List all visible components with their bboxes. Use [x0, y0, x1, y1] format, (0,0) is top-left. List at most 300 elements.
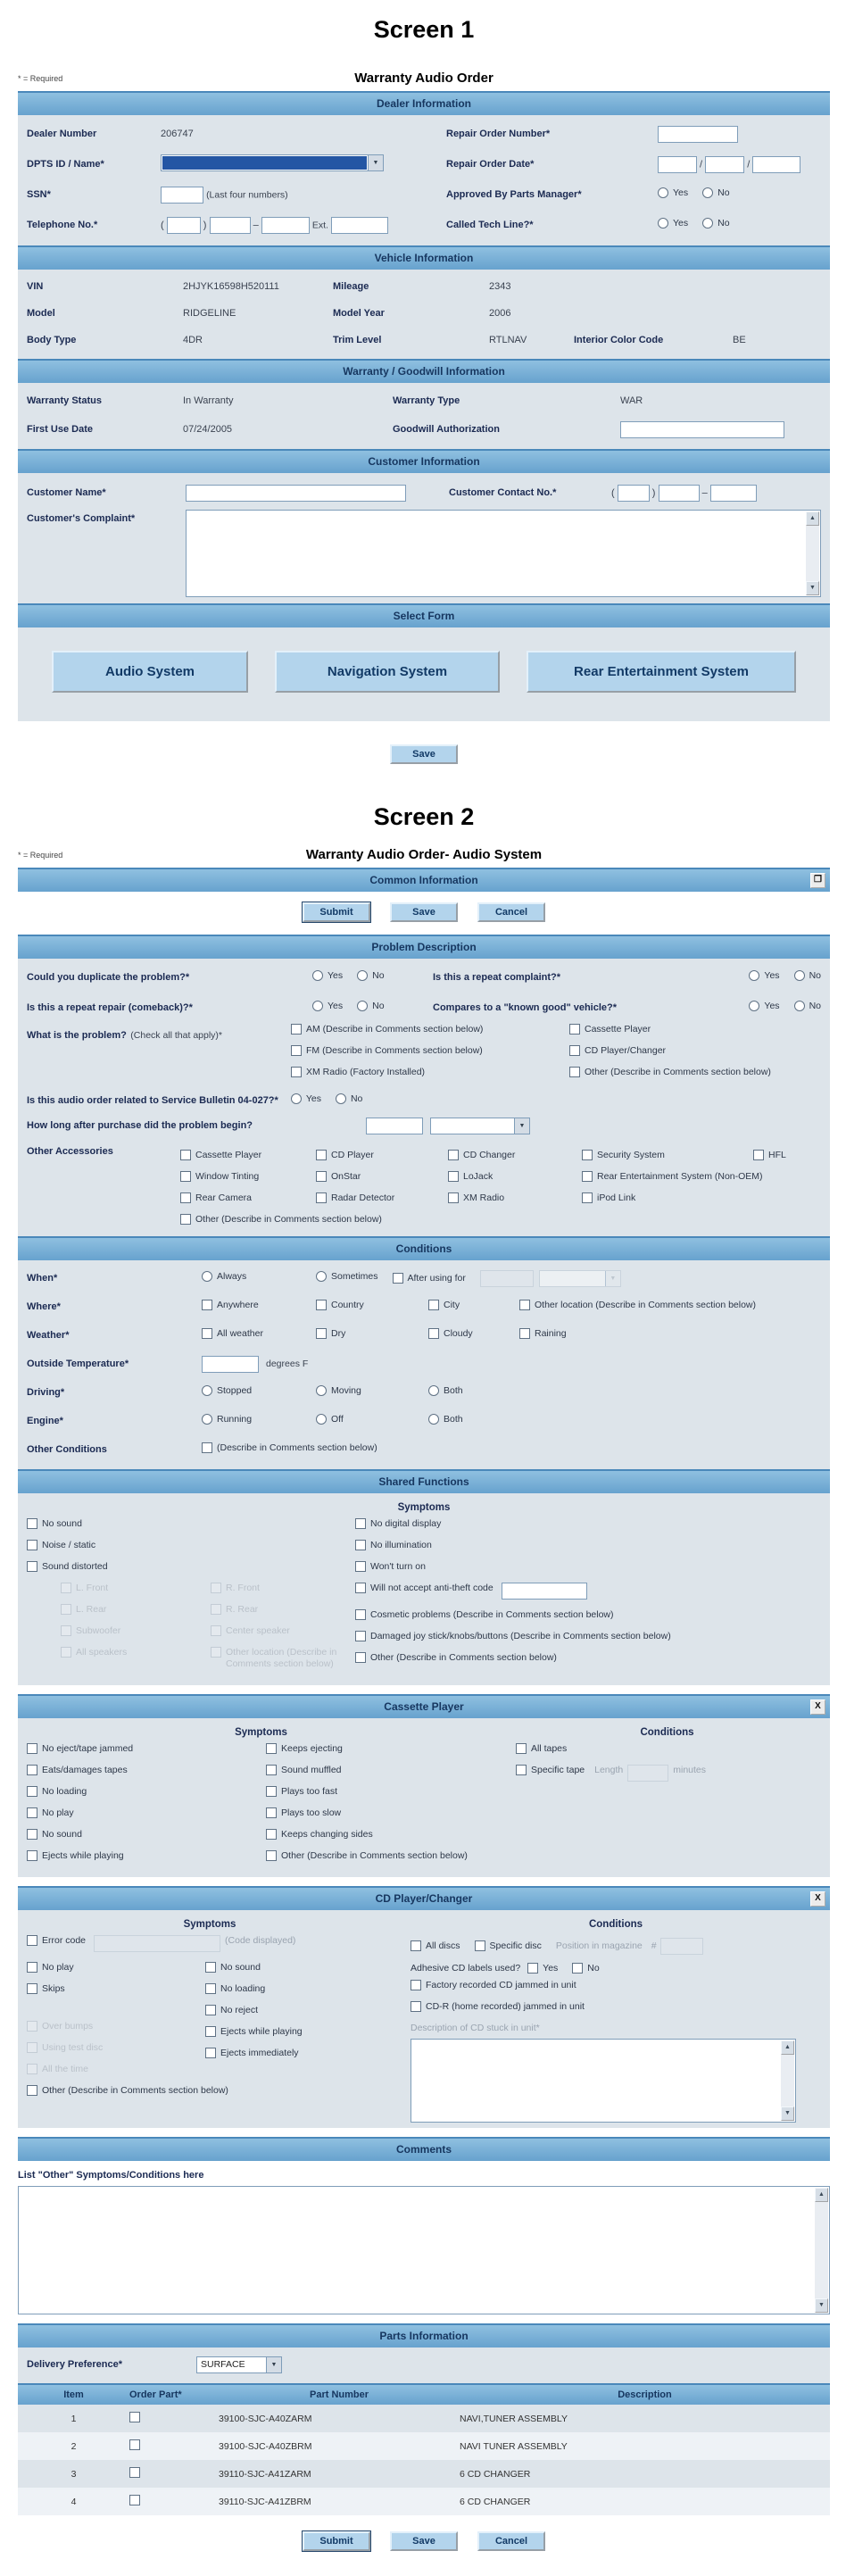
- cd-checklist-colA: [27, 1962, 205, 1995]
- option-label: Other location (Describe in Comments section below): [226, 1647, 337, 1669]
- option-label: No: [717, 218, 730, 229]
- col-part-number: Part Number: [309, 2389, 369, 2400]
- checkbox-option[interactable]: [27, 1561, 355, 1573]
- checkbox-icon: [202, 1328, 212, 1339]
- checkbox-option[interactable]: [266, 1786, 516, 1798]
- checkbox-option[interactable]: [355, 1518, 821, 1530]
- checkbox-option[interactable]: [291, 1024, 569, 1035]
- scroll-up-icon[interactable]: ▲: [806, 511, 819, 526]
- checkbox-option[interactable]: [202, 1328, 302, 1340]
- checkbox-icon: [180, 1192, 191, 1203]
- checkbox-icon: [27, 1765, 37, 1775]
- driving-label: Driving*: [27, 1387, 65, 1398]
- warranty-type-label: Warranty Type: [393, 395, 460, 406]
- radio-icon: [312, 970, 323, 981]
- conditions-header: Conditions: [18, 1236, 830, 1260]
- navigation-system-button[interactable]: Navigation System: [275, 651, 500, 693]
- radio-option[interactable]: [316, 1385, 414, 1397]
- option-label: Cloudy: [444, 1328, 473, 1339]
- radio-option[interactable]: [312, 1001, 343, 1012]
- accessories-row-4: [180, 1209, 821, 1230]
- customer-contact-area-input[interactable]: [618, 485, 650, 502]
- vin-label: VIN: [27, 281, 44, 292]
- checkbox-option[interactable]: [180, 1150, 302, 1161]
- checkbox-option: [27, 2021, 205, 2032]
- checkbox-option[interactable]: [355, 1561, 821, 1573]
- parts-table-header: [18, 2383, 830, 2405]
- telephone-prefix-input[interactable]: [210, 217, 251, 234]
- option-label: No: [372, 1001, 385, 1011]
- option-label: Both: [444, 1385, 463, 1396]
- checkbox-option[interactable]: [569, 1045, 821, 1057]
- option-label: Running: [217, 1414, 253, 1425]
- other-conditions-label: Other Conditions: [27, 1444, 107, 1455]
- radio-icon: [702, 218, 713, 229]
- dropdown-arrow-icon[interactable]: ▼: [368, 155, 383, 170]
- radio-option[interactable]: [312, 970, 343, 982]
- col-item: Item: [63, 2389, 84, 2400]
- checkbox-icon: [291, 1024, 302, 1035]
- shared-right-checklist-2: [355, 1609, 821, 1664]
- parts-description: NAVI,TUNER ASSEMBLY: [460, 2413, 568, 2424]
- option-label: Sometimes: [331, 1271, 378, 1282]
- mileage-label: Mileage: [333, 281, 369, 292]
- checkbox-option[interactable]: [27, 1983, 205, 1995]
- radio-icon: [428, 1414, 439, 1425]
- checkbox-option[interactable]: [355, 1609, 821, 1621]
- trim-level-label: Trim Level: [333, 335, 382, 345]
- option-label: Cassette Player: [585, 1024, 651, 1035]
- checkbox-option[interactable]: [266, 1850, 516, 1862]
- delivery-preference-select[interactable]: [196, 2356, 282, 2373]
- checkbox-option[interactable]: [355, 1540, 821, 1551]
- radio-option[interactable]: [428, 1385, 463, 1397]
- option-label: Skips: [42, 1983, 65, 1994]
- option-label: Yes: [328, 1001, 344, 1011]
- outside-temperature-input[interactable]: [202, 1356, 259, 1373]
- option-label: Yes: [328, 970, 344, 981]
- ssn-input[interactable]: [161, 187, 203, 204]
- scroll-down-icon[interactable]: ▼: [806, 581, 819, 595]
- required-note-2: * = Required: [18, 850, 63, 860]
- option-label: No loading: [220, 1983, 266, 1994]
- checkbox-icon: [205, 2005, 216, 2015]
- duplicate-problem-label: Could you duplicate the problem?*: [27, 972, 190, 983]
- telephone-line-input[interactable]: [261, 217, 310, 234]
- checkbox-option[interactable]: [180, 1171, 302, 1183]
- radio-option[interactable]: [202, 1414, 302, 1425]
- checkbox-option[interactable]: [428, 1328, 505, 1340]
- checkbox-icon: [211, 1583, 221, 1593]
- radio-option[interactable]: [749, 1001, 779, 1012]
- close-icon[interactable]: X: [810, 1891, 825, 1907]
- checkbox-option[interactable]: [448, 1150, 568, 1161]
- approved-by-parts-manager-radio-group: [658, 187, 821, 203]
- how-long-value-input[interactable]: [366, 1118, 423, 1134]
- checkbox-option[interactable]: [266, 1743, 516, 1755]
- checkbox-icon: [266, 1765, 277, 1775]
- screen2-form-title: Warranty Audio Order- Audio System: [305, 847, 543, 862]
- dropdown-arrow-icon[interactable]: ▼: [514, 1118, 529, 1134]
- checkbox-option[interactable]: [519, 1300, 756, 1311]
- checkbox-option[interactable]: [316, 1171, 434, 1183]
- repair-order-date-day-input[interactable]: [705, 156, 744, 173]
- radio-option[interactable]: [316, 1414, 414, 1425]
- anti-theft-checkbox-option[interactable]: [355, 1583, 821, 1600]
- adhesive-yes-checkbox-option[interactable]: [527, 1963, 558, 1974]
- adhesive-no-label: No: [587, 1962, 600, 1974]
- after-using-checkbox-option[interactable]: [393, 1273, 466, 1284]
- checkbox-option[interactable]: [266, 1829, 516, 1841]
- dpts-id-name-select[interactable]: [161, 154, 384, 171]
- radio-option[interactable]: [658, 187, 688, 199]
- checkbox-option[interactable]: [205, 1983, 411, 1995]
- checkbox-option[interactable]: [27, 1743, 266, 1755]
- checkbox-option[interactable]: [205, 2005, 411, 2016]
- checkbox-icon: [448, 1192, 459, 1203]
- radio-option[interactable]: [794, 1001, 821, 1012]
- option-label: Yes: [673, 187, 689, 198]
- warranty-goodwill-header: Warranty / Goodwill Information: [18, 359, 830, 383]
- repeat-complaint-radio-group: [701, 969, 821, 985]
- cd-conditions-header: Conditions: [588, 1919, 643, 1930]
- checkbox-option[interactable]: [582, 1192, 821, 1204]
- customer-complaint-textarea[interactable]: [186, 510, 821, 597]
- radio-option[interactable]: [202, 1271, 302, 1283]
- radio-option[interactable]: [658, 218, 688, 229]
- checkbox-option[interactable]: [202, 1300, 302, 1311]
- checkbox-option[interactable]: [753, 1150, 821, 1161]
- checkbox-option[interactable]: [27, 1962, 205, 1974]
- option-label: Center speaker: [226, 1625, 290, 1636]
- checkbox-icon: [355, 1652, 366, 1663]
- submit-button-top[interactable]: Submit: [303, 902, 370, 922]
- checkbox-option[interactable]: [291, 1067, 569, 1078]
- order-part-checkbox[interactable]: [129, 2412, 140, 2422]
- checkbox-option[interactable]: [448, 1171, 568, 1183]
- checkbox-option[interactable]: [291, 1045, 569, 1057]
- cd-stuck-description-textarea[interactable]: [411, 2039, 796, 2123]
- other-conditions-checkbox: [202, 1442, 377, 1458]
- checkbox-option: [27, 2042, 205, 2054]
- checkbox-option[interactable]: [519, 1328, 567, 1340]
- speaker-checklist: [61, 1583, 355, 1680]
- engine-label: Engine*: [27, 1416, 63, 1426]
- option-label: Eats/damages tapes: [42, 1765, 128, 1775]
- order-part-checkbox[interactable]: [129, 2495, 140, 2505]
- checkbox-icon: [411, 1940, 421, 1951]
- checkbox-option[interactable]: [27, 1850, 266, 1862]
- radio-icon: [702, 187, 713, 198]
- checkbox-option[interactable]: [355, 1631, 821, 1642]
- checkbox-option[interactable]: [582, 1150, 739, 1161]
- shared-functions-header: Shared Functions: [18, 1469, 830, 1493]
- option-label: Rear Entertainment System (Non-OEM): [597, 1170, 763, 1182]
- checkbox-option[interactable]: [27, 1540, 355, 1551]
- specific-tape-checkbox-option[interactable]: [516, 1765, 821, 1782]
- warranty-status-label: Warranty Status: [27, 395, 102, 406]
- checkbox-icon: [516, 1765, 527, 1775]
- rear-entertainment-system-button[interactable]: Rear Entertainment System: [527, 651, 796, 693]
- cdr-jammed-checkbox: [411, 2001, 821, 2013]
- checkbox-option[interactable]: [448, 1192, 568, 1204]
- error-code-checkbox-option[interactable]: [27, 1935, 396, 1952]
- checkbox-option[interactable]: [205, 2026, 411, 2038]
- scrollbar[interactable]: [815, 2188, 828, 2313]
- anti-theft-code-input[interactable]: [502, 1583, 587, 1600]
- option-label: Noise / static: [42, 1540, 96, 1550]
- trim-level-value: RTLNAV: [489, 335, 527, 345]
- checkbox-icon: [205, 2026, 216, 2037]
- checkbox-icon: [61, 1647, 71, 1658]
- option-label: L. Rear: [76, 1604, 107, 1615]
- checkbox-icon: [211, 1604, 221, 1615]
- checkbox-icon: [316, 1328, 327, 1339]
- checkbox-icon: [266, 1850, 277, 1861]
- checkbox-option[interactable]: [316, 1150, 434, 1161]
- customer-contact-line-input[interactable]: [710, 485, 757, 502]
- option-label: CD Player/Changer: [585, 1045, 667, 1056]
- option-label: Country: [331, 1300, 364, 1310]
- repair-order-date-year-input[interactable]: [752, 156, 800, 173]
- checkbox-icon: [316, 1171, 327, 1182]
- radio-option[interactable]: [749, 970, 779, 982]
- option-label: No: [809, 970, 821, 981]
- option-label: No sound: [42, 1829, 82, 1840]
- option-label: LoJack: [463, 1170, 494, 1182]
- specific-disc-label: Specific disc: [489, 1940, 542, 1951]
- option-label: AM (Describe in Comments section below): [306, 1024, 484, 1035]
- telephone-ext-input[interactable]: [331, 217, 388, 234]
- option-label: Other (Describe in Comments section below): [195, 1213, 382, 1225]
- radio-option[interactable]: [428, 1414, 463, 1425]
- checkbox-option[interactable]: [411, 2001, 821, 2013]
- radio-option[interactable]: [316, 1271, 378, 1283]
- radio-option[interactable]: [291, 1093, 321, 1105]
- checkbox-option[interactable]: [569, 1024, 821, 1035]
- specific-disc-checkbox-option[interactable]: [475, 1940, 542, 1952]
- option-label: Ejects immediately: [220, 2048, 299, 2058]
- checkbox-icon: [355, 1540, 366, 1550]
- repair-order-date-month-input[interactable]: [658, 156, 697, 173]
- checkbox-option[interactable]: [27, 1518, 355, 1530]
- checkbox-option[interactable]: [355, 1652, 821, 1664]
- comments-textarea[interactable]: [18, 2186, 830, 2314]
- checkbox-option[interactable]: [316, 1192, 434, 1204]
- radio-icon: [749, 1001, 759, 1011]
- service-bulletin-label: Is this audio order related to Service Bulletin 04-027?*: [27, 1095, 278, 1106]
- option-label: Yes: [764, 1001, 780, 1011]
- cancel-button-top[interactable]: Cancel: [477, 902, 545, 922]
- adhesive-no-checkbox-option[interactable]: [572, 1963, 599, 1974]
- submit-button-bottom[interactable]: Submit: [303, 2531, 370, 2551]
- checkbox-icon: [27, 1518, 37, 1529]
- dealer-number-value: 206747: [161, 129, 194, 139]
- option-label: Keeps changing sides: [281, 1829, 373, 1840]
- radio-option[interactable]: [202, 1385, 302, 1397]
- option-label: No loading: [42, 1786, 87, 1797]
- checkbox-option[interactable]: [428, 1300, 505, 1311]
- checkbox-option[interactable]: [202, 1442, 377, 1454]
- selected-highlight: [162, 156, 367, 170]
- telephone-label: Telephone No.*: [27, 220, 98, 230]
- checkbox-option[interactable]: [316, 1328, 414, 1340]
- radio-option[interactable]: [794, 970, 821, 982]
- checkbox-icon: [27, 1829, 37, 1840]
- radio-icon: [794, 970, 805, 981]
- checkbox-option[interactable]: [27, 1786, 266, 1798]
- radio-option[interactable]: [336, 1093, 362, 1105]
- interior-color-code-value: BE: [733, 335, 746, 345]
- checkbox-icon: [582, 1171, 593, 1182]
- checkbox-icon: [27, 2042, 37, 2053]
- when-label: When*: [27, 1273, 58, 1284]
- what-is-problem-label: What is the problem?: [27, 1030, 127, 1041]
- scroll-up-icon[interactable]: ▲: [781, 2040, 794, 2055]
- checkbox-option[interactable]: [180, 1214, 821, 1226]
- option-label: Always: [217, 1271, 247, 1282]
- option-label: Dry: [331, 1328, 346, 1339]
- checkbox-icon: [266, 1829, 277, 1840]
- option-label: All the time: [42, 2064, 88, 2074]
- option-label: Sound distorted: [42, 1561, 108, 1572]
- checkbox-icon: [61, 1604, 71, 1615]
- dropdown-arrow-icon[interactable]: ▼: [266, 2357, 281, 2372]
- checkbox-icon: [61, 1625, 71, 1636]
- cancel-button-bottom[interactable]: Cancel: [477, 2531, 545, 2551]
- parts-order-cell: [129, 2467, 219, 2480]
- dropdown-arrow-icon: ▼: [605, 1271, 620, 1286]
- option-label: Subwoofer: [76, 1625, 121, 1636]
- problem-description-section: [18, 959, 830, 1236]
- radio-icon: [291, 1093, 302, 1104]
- checkbox-icon: [180, 1171, 191, 1182]
- checkbox-option[interactable]: [582, 1171, 821, 1183]
- audio-system-button[interactable]: Audio System: [52, 651, 248, 693]
- radio-icon: [357, 970, 368, 981]
- radio-option[interactable]: [357, 1001, 384, 1012]
- parts-item-number: 3: [70, 2468, 77, 2480]
- radio-option[interactable]: [357, 970, 384, 982]
- checkbox-option[interactable]: [27, 1765, 266, 1776]
- degrees-f-label: degrees F: [266, 1359, 309, 1369]
- all-discs-label: All discs: [426, 1940, 460, 1951]
- goodwill-authorization-input[interactable]: [620, 421, 784, 438]
- option-label: Factory recorded CD jammed in unit: [426, 1980, 576, 1990]
- radio-option[interactable]: [702, 187, 729, 199]
- close-icon[interactable]: X: [810, 1699, 825, 1715]
- order-part-checkbox[interactable]: [129, 2467, 140, 2478]
- option-label: All tapes: [531, 1743, 568, 1754]
- option-label: No sound: [220, 1962, 261, 1973]
- option-label: Off: [331, 1414, 344, 1425]
- repair-order-number-input[interactable]: [658, 126, 738, 143]
- checkbox-icon: [519, 1328, 530, 1339]
- checkbox-option: [27, 2064, 205, 2075]
- checkbox-option[interactable]: [411, 1980, 821, 1991]
- checkbox-icon: [475, 1940, 485, 1951]
- telephone-area-input[interactable]: [167, 217, 201, 234]
- screen1-save-button[interactable]: Save: [390, 744, 458, 764]
- parts-part-number: 39110-SJC-A41ZARM: [219, 2468, 311, 2480]
- save-button-top[interactable]: Save: [390, 902, 458, 922]
- radio-option[interactable]: [702, 218, 729, 229]
- interior-color-code-label: Interior Color Code: [574, 335, 664, 345]
- checkbox-option[interactable]: [27, 1829, 266, 1841]
- customer-name-input[interactable]: [186, 485, 406, 502]
- checkbox-option[interactable]: [569, 1067, 821, 1078]
- parts-table-row: [18, 2488, 830, 2515]
- order-part-checkbox[interactable]: [129, 2439, 140, 2450]
- customer-name-label: Customer Name*: [27, 487, 106, 498]
- scroll-down-icon[interactable]: ▼: [781, 2107, 794, 2121]
- scroll-down-icon[interactable]: ▼: [815, 2298, 828, 2313]
- option-label: Both: [444, 1414, 463, 1425]
- checkbox-icon: [27, 1962, 37, 1973]
- problem-checklist-col1: [291, 1024, 569, 1088]
- checkbox-option[interactable]: [27, 2085, 411, 2097]
- checkbox-option[interactable]: [27, 1807, 266, 1819]
- vehicle-information-header: Vehicle Information: [18, 245, 830, 270]
- checkbox-icon: [27, 1935, 37, 1946]
- known-good-vehicle-label: Compares to a "known good" vehicle?*: [433, 1002, 618, 1013]
- problem-checklist-col2: [569, 1024, 821, 1088]
- option-label: Window Tinting: [195, 1170, 260, 1182]
- checkbox-option: [211, 1625, 355, 1637]
- option-label: OnStar: [331, 1170, 361, 1182]
- how-long-unit-select[interactable]: [430, 1118, 530, 1134]
- checkbox-icon: [355, 1518, 366, 1529]
- known-good-vehicle-radio-group: [701, 1000, 821, 1016]
- scroll-up-icon[interactable]: ▲: [815, 2188, 828, 2202]
- restore-window-icon[interactable]: ❐: [810, 873, 825, 888]
- checkbox-icon: [211, 1647, 221, 1658]
- checkbox-option[interactable]: [205, 1962, 411, 1974]
- ext-label: Ext.: [311, 219, 328, 230]
- checkbox-icon: [27, 1983, 37, 1994]
- all-discs-checkbox-option[interactable]: [411, 1940, 460, 1952]
- scrollbar[interactable]: [806, 511, 819, 595]
- option-label: Moving: [331, 1385, 361, 1396]
- option-label: iPod Link: [597, 1192, 636, 1203]
- checkbox-option[interactable]: [180, 1192, 302, 1204]
- checkbox-option[interactable]: [316, 1300, 414, 1311]
- option-label: Using test disc: [42, 2042, 104, 2053]
- checkbox-icon: [428, 1300, 439, 1310]
- parts-table-row: [18, 2432, 830, 2460]
- option-label: No play: [42, 1807, 74, 1818]
- customer-contact-prefix-input[interactable]: [659, 485, 700, 502]
- scrollbar[interactable]: [781, 2040, 794, 2121]
- checkbox-option[interactable]: [205, 2048, 411, 2059]
- parts-information-header: Parts Information: [18, 2323, 830, 2347]
- save-button-bottom[interactable]: Save: [390, 2531, 458, 2551]
- checkbox-option: [61, 1583, 211, 1594]
- checkbox-option[interactable]: [516, 1743, 821, 1755]
- specific-tape-label: Specific tape: [531, 1765, 585, 1775]
- cassette-symptoms-header: Symptoms: [235, 1727, 287, 1738]
- checkbox-option[interactable]: [266, 1765, 516, 1776]
- option-label: City: [444, 1300, 460, 1310]
- option-label: Raining: [535, 1328, 567, 1339]
- parts-description: 6 CD CHANGER: [460, 2496, 531, 2507]
- anti-theft-label: Will not accept anti-theft code: [370, 1583, 494, 1593]
- option-label: Other location (Describe in Comments section below): [535, 1300, 757, 1310]
- tape-length-label: Length: [594, 1765, 624, 1775]
- checkbox-icon: [266, 1743, 277, 1754]
- checkbox-option[interactable]: [266, 1807, 516, 1819]
- checkbox-icon: [355, 1561, 366, 1572]
